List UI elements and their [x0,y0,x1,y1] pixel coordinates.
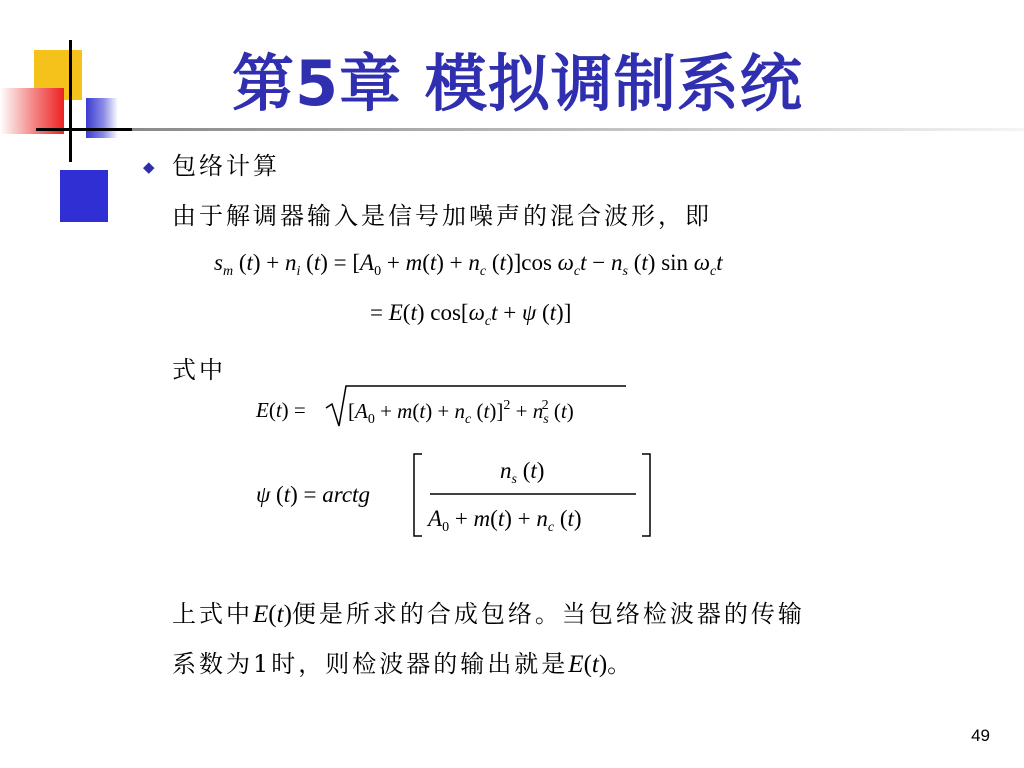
conclusion-text-a: 上式中 [172,600,253,628]
conclusion-text-b: 便是所求的合成包络。当包络检波器的传输 [291,600,805,628]
conclusion-text-c: 系数为1时，则检波器的输出就是 [172,650,569,678]
bullet-heading: 包络计算 [172,152,280,180]
where-text: 式中 [172,356,226,384]
diamond-bullet-icon: ◆ [143,158,155,176]
decor-vertical-line [69,40,72,162]
decor-blue-gradient [86,98,118,138]
slide-title: 第5章 模拟调制系统 [232,47,803,120]
page-number: 49 [971,726,990,745]
decor-blue-square [60,170,108,222]
equation-envelope-radicand: [$A_0 + m(t) + n_c$ $(t)]^2 + n_s^2$ (t) [348,398,574,427]
conclusion-text-d: 。 [607,650,635,678]
phase-denominator: $A_0 + m(t) + n_c$ (t) [428,506,582,535]
title-underline [132,128,1024,131]
equation-envelope-form: = E(t) $\cos[\omega_ct + \psi$ (t)] [370,300,572,329]
equation-envelope: E(t) = [256,398,306,422]
intro-text: 由于解调器输入是信号加噪声的混合波形，即 [172,202,712,230]
phase-numerator: $n_s$ (t) [500,458,545,487]
conclusion-line-1: 上式中E(t)便是所求的合成包络。当包络检波器的传输 [172,600,805,628]
conclusion-line-2: 系数为1时，则检波器的输出就是E(t)。 [172,650,635,678]
equation-received-signal: $s_m$ $(t) + n_i$ $(t) = [A_0 + m(t) + n_c$ (t)]cos $\omega_ct - n_s$ (t) $\sin \omega_ct$ [214,250,723,279]
equation-phase: ψ (t) = arctg [256,482,370,507]
